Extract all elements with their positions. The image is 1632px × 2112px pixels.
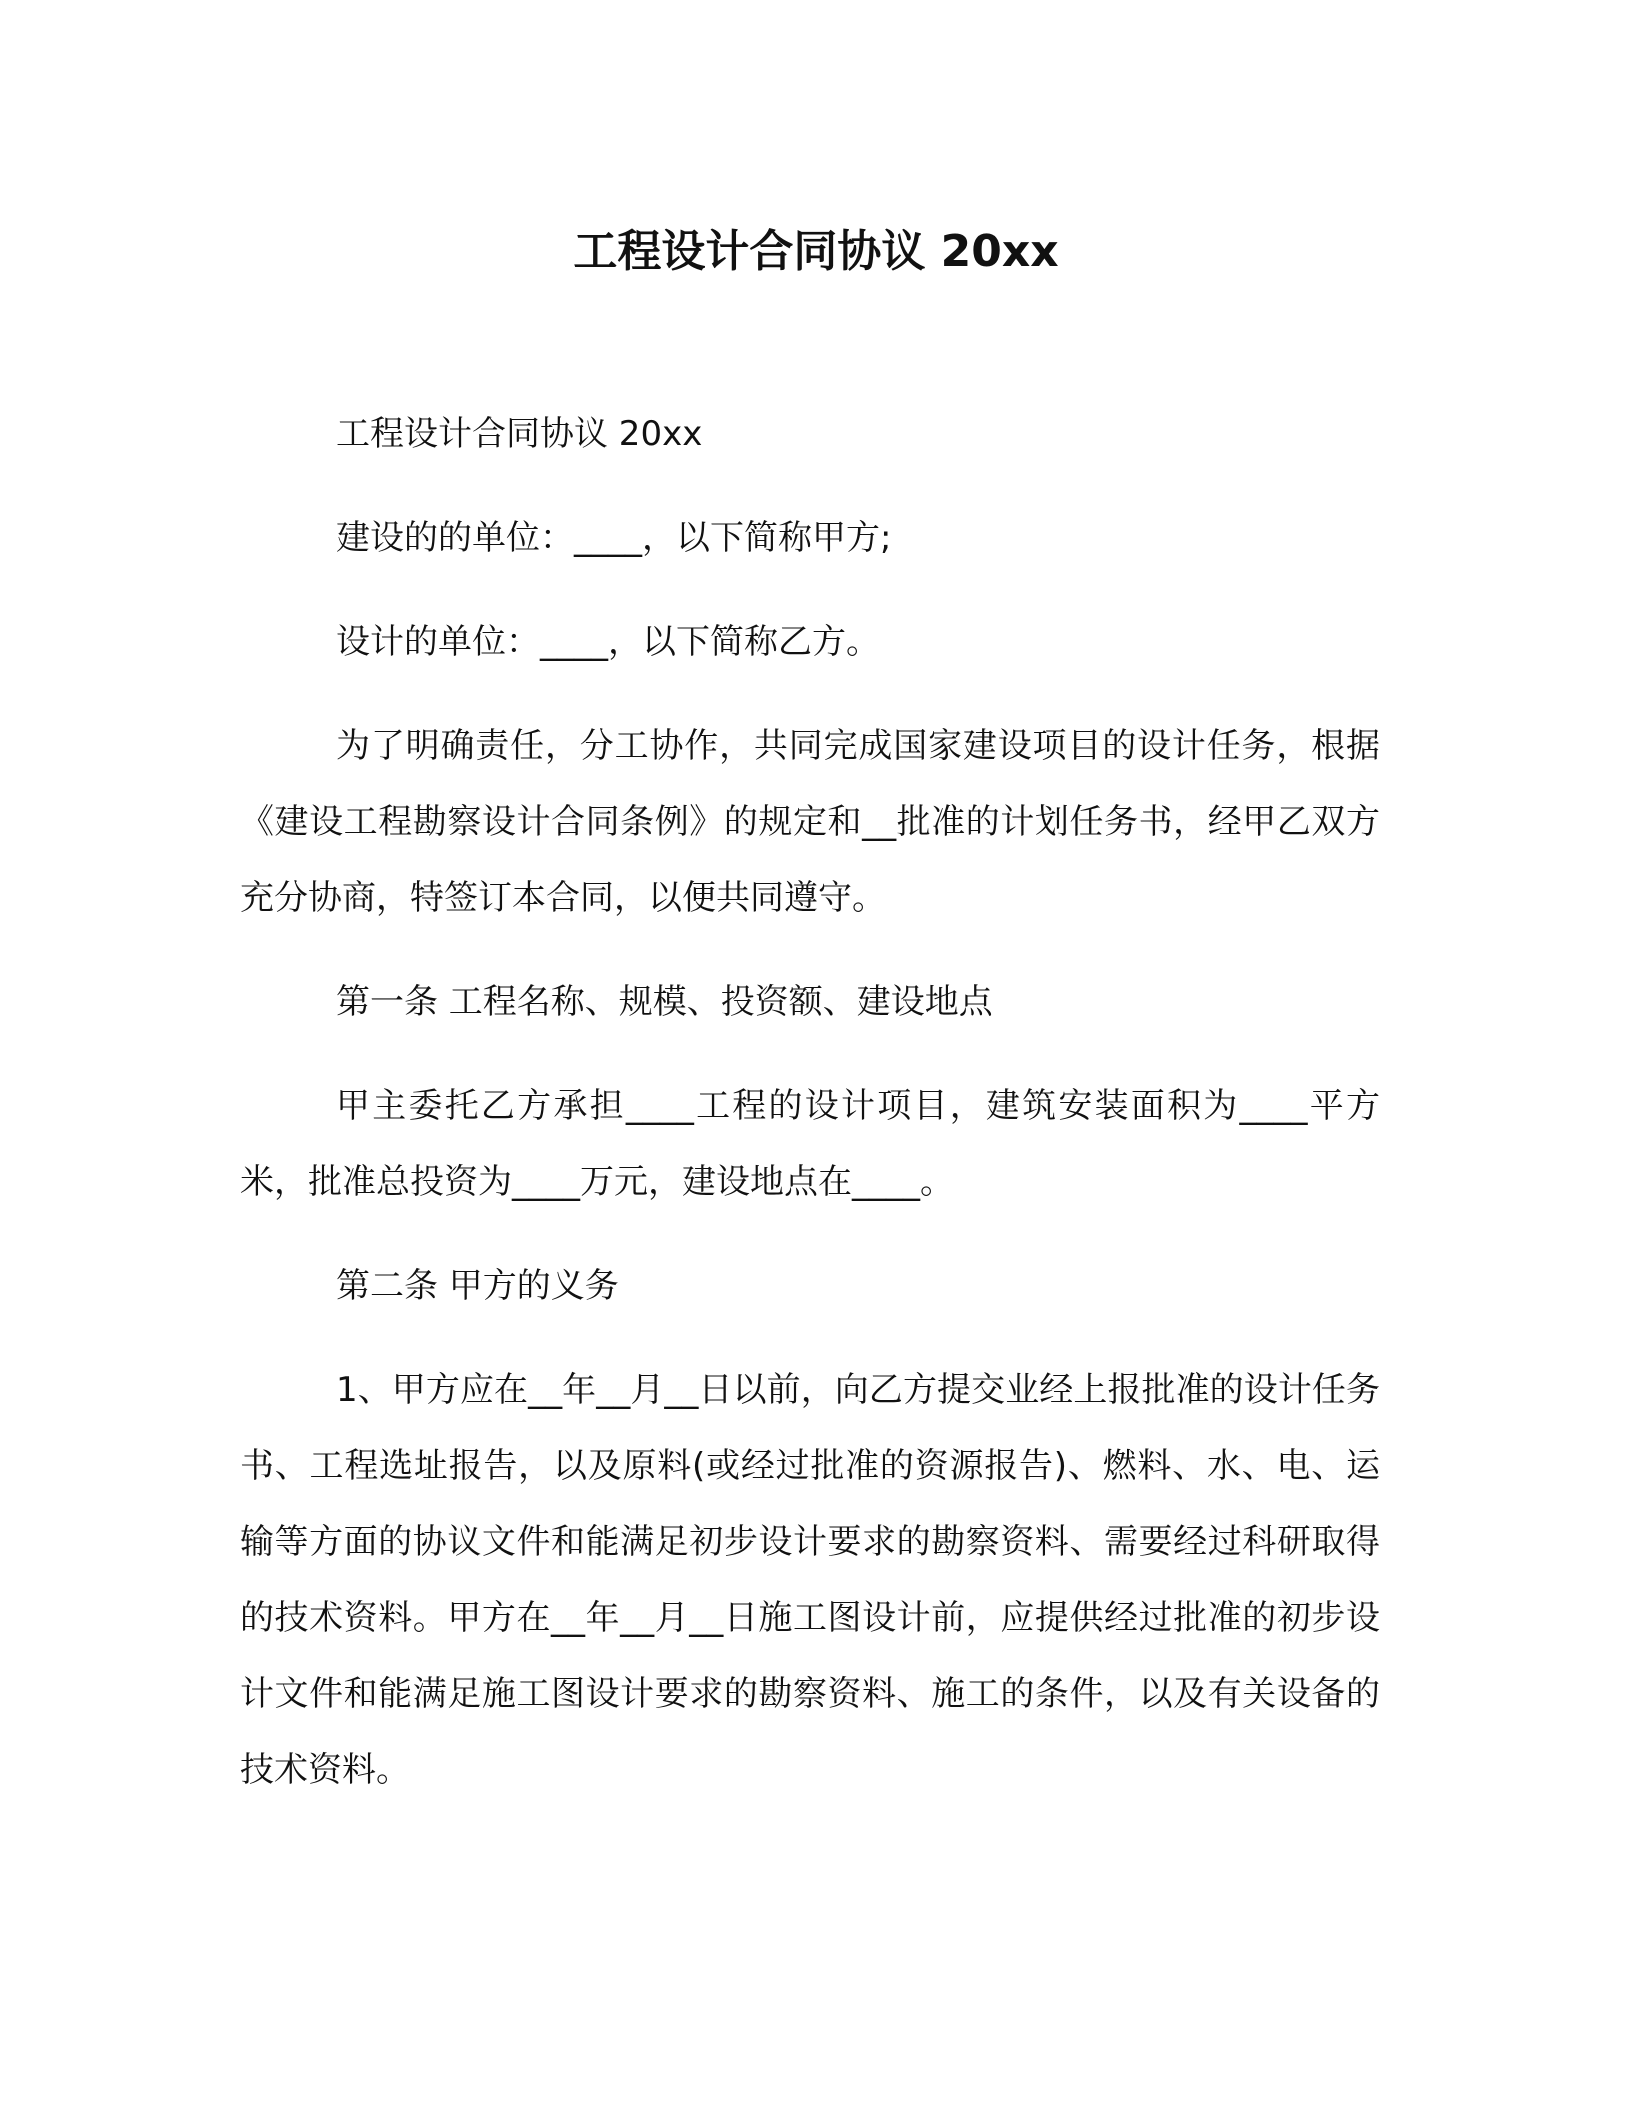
party-a-line: 建设的的单位：____，以下简称甲方; [336, 518, 892, 558]
article-1-paragraph: 甲主委托乙方承担____工程的设计项目，建筑安装面积为____平方米，批准总投资为____万元，建设地点在____。 [240, 1086, 1380, 1202]
article-2-heading: 第二条 甲方的义务 [336, 1266, 619, 1306]
article-2-item-1: 1、甲方应在__年__月__日以前，向乙方提交业经上报批准的设计任务书、工程选址报告，以及原料(或经过批准的资源报告)、燃料、水、电、运输等方面的协议文件和能满足初步设计要求的勘察资料、需要经过科研取得的技术资料。甲方在__年__月__日施工图设计前，应提供经过批准的初步设计文件和能满足施工图设计要求的勘察资料、施工的条件，以及有关设备的技术资料。 [240, 1370, 1380, 1790]
document-title: 工程设计合同协议 20xx [573, 226, 1059, 277]
article-1-heading: 第一条 工程名称、规模、投资额、建设地点 [336, 982, 993, 1022]
contract-subtitle: 工程设计合同协议 20xx [336, 414, 703, 454]
document-body [240, 396, 1380, 1836]
preamble-paragraph: 为了明确责任，分工协作，共同完成国家建设项目的设计任务，根据《建设工程勘察设计合同条例》的规定和__批准的计划任务书，经甲乙双方充分协商，特签订本合同，以便共同遵守。 [240, 726, 1380, 918]
party-b-line: 设计的单位：____，以下简称乙方。 [336, 622, 880, 662]
